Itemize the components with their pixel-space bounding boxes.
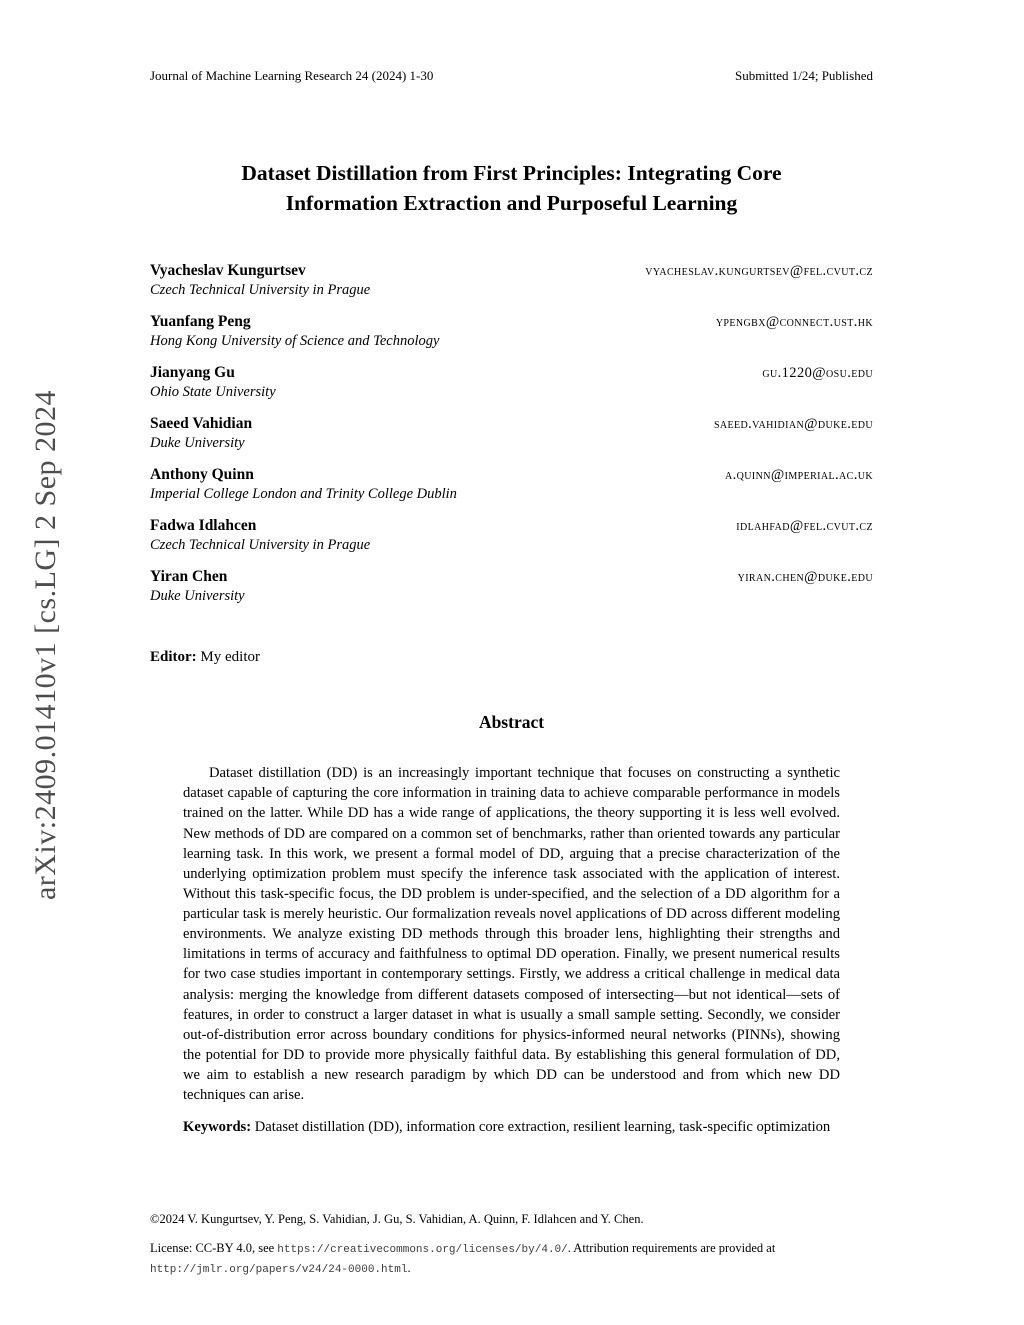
author-line — [150, 262, 873, 280]
attribution-link[interactable]: http://jmlr.org/papers/v24/24-0000.html — [150, 1263, 408, 1276]
copyright-line: ©2024 V. Kungurtsev, Y. Peng, S. Vahidian, J. Gu, S. Vahidian, A. Quinn, F. Idlahcen and Y. Chen. — [150, 1212, 644, 1226]
author-block — [150, 262, 873, 605]
author-row — [150, 466, 873, 503]
author-name: Saeed Vahidian — [150, 415, 253, 433]
author-email: gu.1220@osu.edu — [762, 365, 873, 382]
running-header — [150, 68, 873, 84]
author-name: Jianyang Gu — [150, 364, 235, 382]
author-name: Fadwa Idlahcen — [150, 517, 257, 535]
paper-title: Dataset Distillation from First Principles: Integrating Core Information Extraction and Purposeful Learning — [241, 161, 782, 216]
author-email: ypengbx@connect.ust.hk — [715, 314, 873, 331]
author-email: saeed.vahidian@duke.edu — [713, 416, 873, 433]
author-line — [150, 415, 873, 433]
arxiv-watermark-text: arXiv:2409.01410v1 [cs.LG] 2 Sep 2024 — [29, 389, 62, 901]
author-row — [150, 568, 873, 605]
author-email: yiran.chen@duke.edu — [737, 569, 873, 586]
author-name: Yuanfang Peng — [150, 313, 251, 331]
author-row — [150, 313, 873, 350]
author-row — [150, 262, 873, 299]
author-affiliation: Duke University — [150, 588, 245, 605]
author-row — [150, 364, 873, 401]
author-row — [150, 517, 873, 554]
author-affiliation: Imperial College London and Trinity College Dublin — [150, 486, 457, 503]
keywords-line — [183, 1117, 840, 1137]
license-suffix: . — [407, 1260, 411, 1275]
submission-status: Submitted 1/24; Published — [735, 68, 873, 83]
license-mid: . Attribution requirements are provided at — [567, 1241, 776, 1255]
license-line — [150, 1239, 873, 1278]
abstract-heading: Abstract — [478, 712, 545, 733]
author-affiliation: Hong Kong University of Science and Technology — [150, 333, 440, 350]
author-affiliation: Duke University — [150, 435, 245, 452]
license-link[interactable]: https://creativecommons.org/licenses/by/4.0/ — [277, 1244, 568, 1256]
author-name: Yiran Chen — [150, 568, 228, 586]
editor-line — [150, 649, 873, 666]
keywords-label: Keywords: — [183, 1119, 252, 1136]
license-prefix: License: CC-BY 4.0, see — [150, 1241, 278, 1255]
author-email: a.quinn@imperial.ac.uk — [724, 467, 873, 484]
journal-reference: Journal of Machine Learning Research 24 (2024) 1-30 — [150, 68, 434, 83]
author-email: idlahfad@fel.cvut.cz — [736, 518, 873, 535]
author-affiliation: Czech Technical University in Prague — [150, 537, 371, 554]
author-email: vyacheslav.kungurtsev@fel.cvut.cz — [645, 263, 873, 280]
author-affiliation: Czech Technical University in Prague — [150, 282, 371, 299]
author-line — [150, 517, 873, 535]
author-name: Vyacheslav Kungurtsev — [150, 262, 306, 280]
keywords-text: Dataset distillation (DD), information core extraction, resilient learning, task-specific optimization — [254, 1119, 831, 1136]
abstract-body: Dataset distillation (DD) is an increasingly important technique that focuses on constructing a synthetic dataset capable of capturing the core information in training data to achieve comparable performance in models trained on the latter. While DD has a wide range of applications, the theory supporting it is less well evolved. New methods of DD are compared on a common set of benchmarks, rather than oriented towards any particular learning task. In this work, we present a formal model of DD, arguing that a precise characterization of the underlying optimization problem must specify the inference task associated with the application of interest. Without this task-specific focus, the DD problem is under-specified, and the selection of a DD algorithm for a particular task is merely heuristic. Our formalization reveals novel applications of DD across different modeling environments. We analyze existing DD methods through this broader lens, highlighting their strengths and limitations in terms of accuracy and faithfulness to optimal DD operation. Finally, we present numerical results for two case studies important in contemporary settings. Firstly, we address a critical challenge in medical data analysis: merging the knowledge from different datasets composed of intersecting—but not identical—sets of features, in order to construct a larger dataset in what is usually a small sample setting. Secondly, we consider out-of-distribution error across boundary conditions for physics-informed neural networks (PINNs), showing the potential for DD to provide more physically faithful data. By establishing this general formulation of DD, we aim to establish a new research paradigm by which DD can be understood and from which new DD techniques can arise. — [183, 765, 840, 1104]
author-affiliation: Ohio State University — [150, 384, 276, 401]
arxiv-watermark — [29, 390, 63, 900]
author-name: Anthony Quinn — [150, 466, 254, 484]
author-line — [150, 568, 873, 586]
paper-footer — [150, 1212, 873, 1278]
author-line — [150, 313, 873, 331]
editor-label: Editor: — [150, 649, 197, 666]
author-line — [150, 364, 873, 382]
author-line — [150, 466, 873, 484]
editor-name: My editor — [200, 649, 260, 666]
author-row — [150, 415, 873, 452]
